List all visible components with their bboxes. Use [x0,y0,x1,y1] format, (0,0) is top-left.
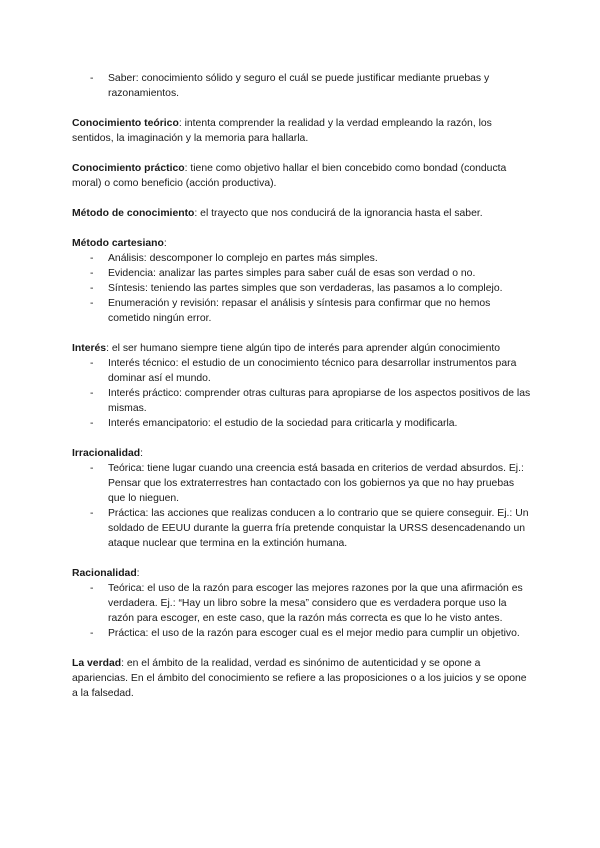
term-conocimiento-teorico: Conocimiento teórico [72,118,179,129]
list-item: - Evidencia: analizar las partes simples para saber cuál de esas son verdad o no. [72,266,532,281]
term-metodo-conocimiento: Método de conocimiento [72,208,195,219]
intro-list [72,71,532,101]
paragraph-conocimiento-practico [72,161,532,191]
heading-racionalidad [72,566,532,581]
list-item: - Teórica: tiene lugar cuando una creencia está basada en criterios de verdad absurdos. Ej.: Pensar que los extraterrestres han contactado con los gobiernos ya que no hay pruebas que lo nieguen. [72,461,532,506]
heading-metodo-cartesiano [72,236,532,251]
definition-text: : el trayecto que nos conducirá de la ignorancia hasta el saber. [194,208,483,219]
term-irracionalidad: Irracionalidad [72,448,141,459]
metodo-cartesiano-list [72,251,532,326]
interes-list [72,356,532,431]
heading-colon: : [136,568,140,579]
heading-irracionalidad [72,446,532,461]
definition-text: : intenta comprender la realidad y la verdad empleando la razón, los sentidos, la imaginación y la memoria para hallarla. [72,118,492,144]
racionalidad-list [72,581,532,641]
term-racionalidad: Racionalidad [72,568,137,579]
paragraph-interes [72,341,532,356]
list-item: - Práctica: las acciones que realizas conducen a lo contrario que se quiere conseguir. Ej.: Un soldado de EEUU durante la guerra fría pretende conquistar la URSS desencadenando un ataque nuclear que termina en la extinción humana. [72,506,532,551]
term-la-verdad: La verdad [72,658,122,669]
irracionalidad-list [72,461,532,551]
term-conocimiento-practico: Conocimiento práctico [72,163,185,174]
term-interes: Interés [72,343,107,354]
list-item: - Interés técnico: el estudio de un conocimiento técnico para desarrollar instrumentos para dominar así el mundo. [72,356,532,386]
definition-text: : en el ámbito de la realidad, verdad es sinónimo de autenticidad y se opone a apariencias. En el ámbito del conocimiento se refiere a las proposiciones o a los juicios y se opone a la falsedad. [72,658,527,699]
list-item: - Enumeración y revisión: repasar el análisis y síntesis para confirmar que no hemos cometido ningún error. [72,296,532,326]
list-item: - Interés emancipatorio: el estudio de la sociedad para criticarla y modificarla. [72,416,532,431]
list-item: - Teórica: el uso de la razón para escoger las mejores razones por la que una afirmación es verdadera. Ej.: “Hay un libro sobre la mesa” considero que es verdadera porque uso la razón para escoger, en este caso, que la razón más correcta es que lo he visto antes. [72,581,532,626]
paragraph-la-verdad [72,656,532,701]
list-item: - Análisis: descomponer lo complejo en partes más simples. [72,251,532,266]
heading-colon: : [140,448,144,459]
list-item: - Práctica: el uso de la razón para escoger cual es el mejor medio para cumplir un objetivo. [72,626,532,641]
document-content [72,71,532,701]
paragraph-metodo-conocimiento [72,206,532,221]
heading-colon: : [163,238,167,249]
term-metodo-cartesiano: Método cartesiano [72,238,164,249]
definition-text: : el ser humano siempre tiene algún tipo de interés para aprender algún conocimiento [106,343,501,354]
paragraph-conocimiento-teorico [72,116,532,146]
list-item: - Saber: conocimiento sólido y seguro el cuál se puede justificar mediante pruebas y razonamientos. [72,71,532,101]
definition-text: : tiene como objetivo hallar el bien concebido como bondad (conducta moral) o como beneficio (acción productiva). [72,163,507,189]
list-item: - Interés práctico: comprender otras culturas para apropiarse de los aspectos positivos de las mismas. [72,386,532,416]
list-item: - Síntesis: teniendo las partes simples que son verdaderas, las pasamos a lo complejo. [72,281,532,296]
